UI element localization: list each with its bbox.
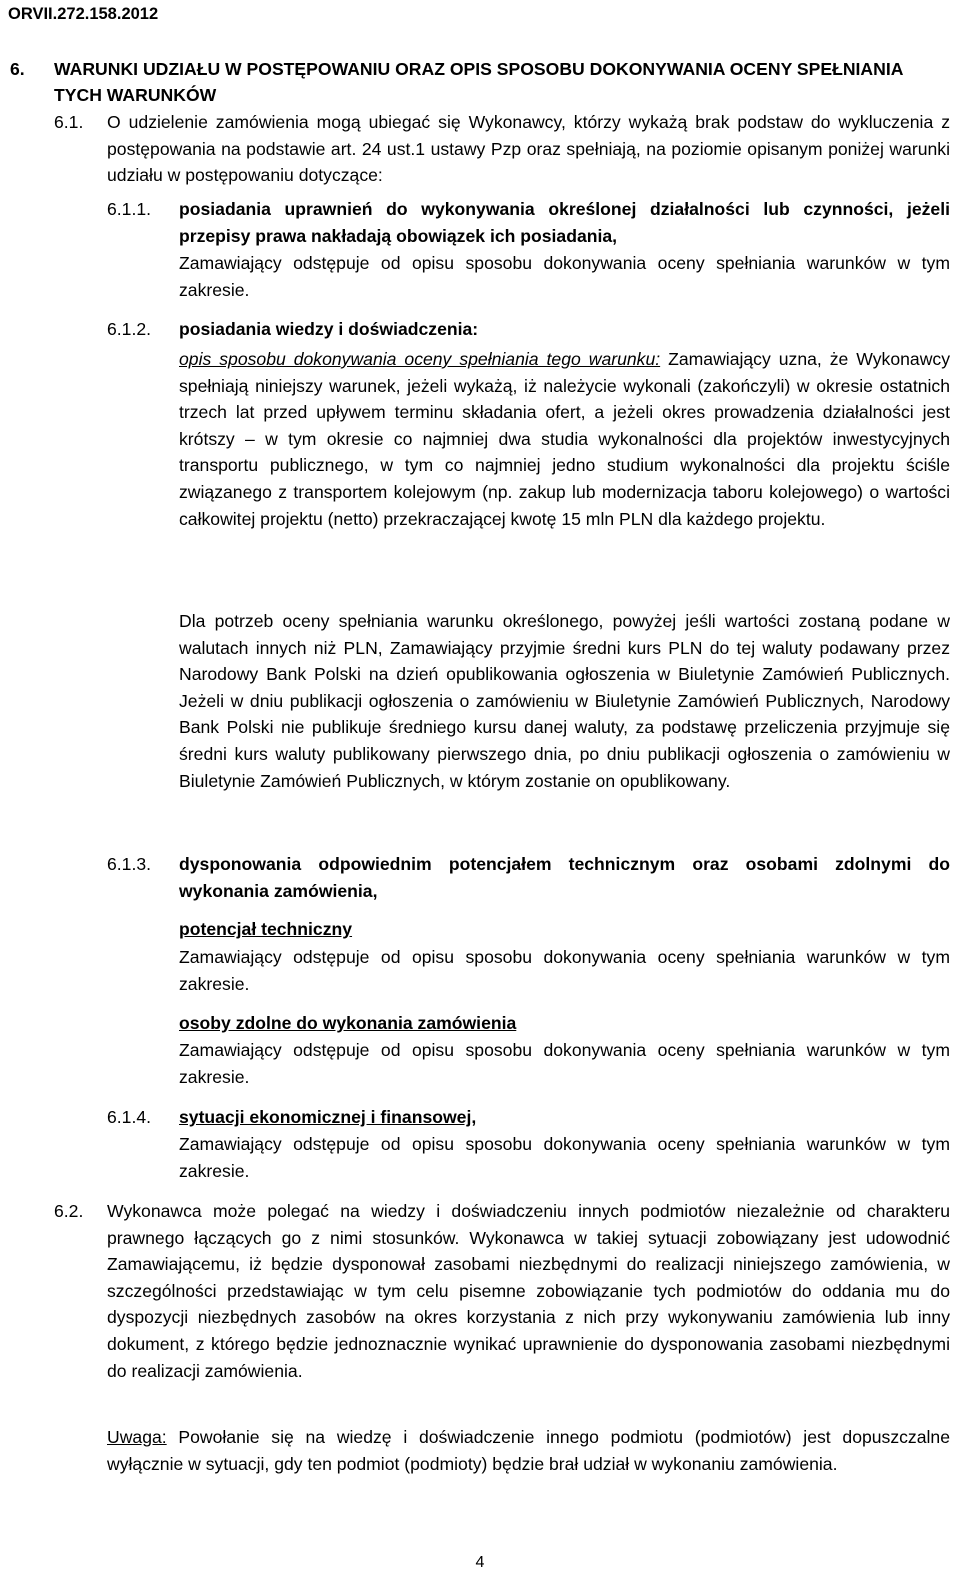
- section-6-heading: [10, 56, 950, 108]
- capable-persons-body: Zamawiający odstępuje od opisu sposobu dokonywania oceny spełniania warunków w tym zakresie.: [179, 1040, 950, 1087]
- section-title: WARUNKI UDZIAŁU W POSTĘPOWANIU ORAZ OPIS SPOSOBU DOKONYWANIA OCENY SPEŁNIANIA TYCH WARUNKÓW: [54, 59, 903, 105]
- section-number: 6.: [10, 59, 25, 79]
- section-6-1-3-heading: dysponowania odpowiednim potencjałem technicznym oraz osobami zdolnymi do wykonania zamówienia,: [179, 854, 950, 901]
- document-reference: ORVII.272.158.2012: [8, 5, 159, 23]
- section-6-1-2-heading: posiadania wiedzy i doświadczenia:: [179, 319, 479, 339]
- section-6-1-4-number: 6.1.4.: [107, 1107, 152, 1127]
- section-6-2-note: [107, 1424, 950, 1477]
- section-6-2-text: Wykonawca może polegać na wiedzy i doświadczeniu innych podmiotów niezależnie od charakteru prawnego łączących go z nimi stosunków. Wykonawca w takiej sytuacji zobowiązany jest udowodnić Zamawiającemu, iż będzie dysponował zasobami niezbędnymi do realizacji niniejszego zamówienia, w szczególności przedstawiając w tym celu pisemne zobowiązanie tych podmiotów do oddania mu do dyspozycji niezbędnych zasobów na okres korzystania z nich przy wykonywaniu zamówienia lub inny dokument, z którego będzie jednoznacznie wynikać uprawnienie do dysponowania zasobami niezbędnymi do realizacji zamówienia.: [107, 1201, 950, 1381]
- description-text: Zamawiający uzna, że Wykonawcy spełniają niniejszy warunek, jeżeli wykażą, iż należycie wykonali (zakończyli) w okresie ostatnich trzech lat przed upływem terminu składania ofert, a jeżeli okres prowadzenia działalności jest krótszy – w tym okresie co najmniej dwa studia wykonalności dla projektów inwestycyjnych transportu publicznego, w tym co najmniej jedno studium wykonalności dla projektu ściśle związanego z transportem kolejowym (np. zakup lub modernizacja taboru kolejowego) o wartości całkowitej projektu (netto) przekraczającej kwotę 15 mln PLN dla każdego projektu.: [179, 349, 951, 529]
- section-6-1-1-body: Zamawiający odstępuje od opisu sposobu dokonywania oceny spełniania warunków w tym zakresie.: [179, 253, 950, 300]
- note-text: Powołanie się na wiedzę i doświadczenie innego podmiotu (podmiotów) jest dopuszczalne wyłącznie w sytuacji, gdy ten podmiot (podmioty) będzie brał udział w wykonaniu zamówienia.: [107, 1427, 950, 1474]
- section-6-1-3-number: 6.1.3.: [107, 854, 152, 874]
- section-6-1-2-description: [179, 346, 950, 532]
- section-6-1-4-body: Zamawiający odstępuje od opisu sposobu dokonywania oceny spełniania warunków w tym zakresie.: [179, 1134, 950, 1181]
- note-label: Uwaga:: [107, 1427, 167, 1447]
- section-6-2-number: 6.2.: [54, 1201, 84, 1221]
- technical-potential-title: potencjał techniczny: [179, 919, 353, 939]
- section-6-1-2-number: 6.1.2.: [107, 319, 152, 339]
- section-6-1-1-heading: posiadania uprawnień do wykonywania określonej działalności lub czynności, jeżeli przepisy prawa nakładają obowiązek ich posiadania,: [179, 199, 950, 246]
- description-label: opis sposobu dokonywania oceny spełniania tego warunku:: [179, 349, 661, 369]
- section-6-1-2-currency-note: Dla potrzeb oceny spełniania warunku określonego, powyżej jeśli wartości zostaną podane w walutach innych niż PLN, Zamawiający przyjmie średni kurs PLN do tej waluty podawany przez Narodowy Bank Polski na dzień opublikowania ogłoszenia w Biuletynie Zamówień Publicznych. Jeżeli w dniu publikacji ogłoszenia o zamówieniu w Biuletynie Zamówień Publicznych, Narodowy Bank Polski nie publikuje średniego kursu danej waluty, za podstawę przeliczenia przyjmuje się średni kurs waluty publikowany pierwszego dnia, po dniu publikacji ogłoszenia o zamówieniu w Biuletynie Zamówień Publicznych, w którym zostanie on opublikowany.: [179, 611, 950, 791]
- capable-persons-title: osoby zdolne do wykonania zamówienia: [179, 1013, 517, 1033]
- page-number: 4: [475, 1554, 485, 1571]
- section-6-1-text: O udzielenie zamówienia mogą ubiegać się Wykonawcy, którzy wykażą brak podstaw do wykluczenia z postępowania na podstawie art. 24 ust.1 ustawy Pzp oraz spełniają, na poziomie opisanym poniżej warunki udziału w postępowaniu dotyczące:: [107, 112, 950, 186]
- section-6-1-1-number: 6.1.1.: [107, 199, 152, 219]
- technical-potential-body: Zamawiający odstępuje od opisu sposobu dokonywania oceny spełniania warunków w tym zakresie.: [179, 947, 950, 994]
- section-6-1-number: 6.1.: [54, 112, 84, 132]
- section-6-1-4-heading: sytuacji ekonomicznej i finansowej,: [179, 1107, 477, 1127]
